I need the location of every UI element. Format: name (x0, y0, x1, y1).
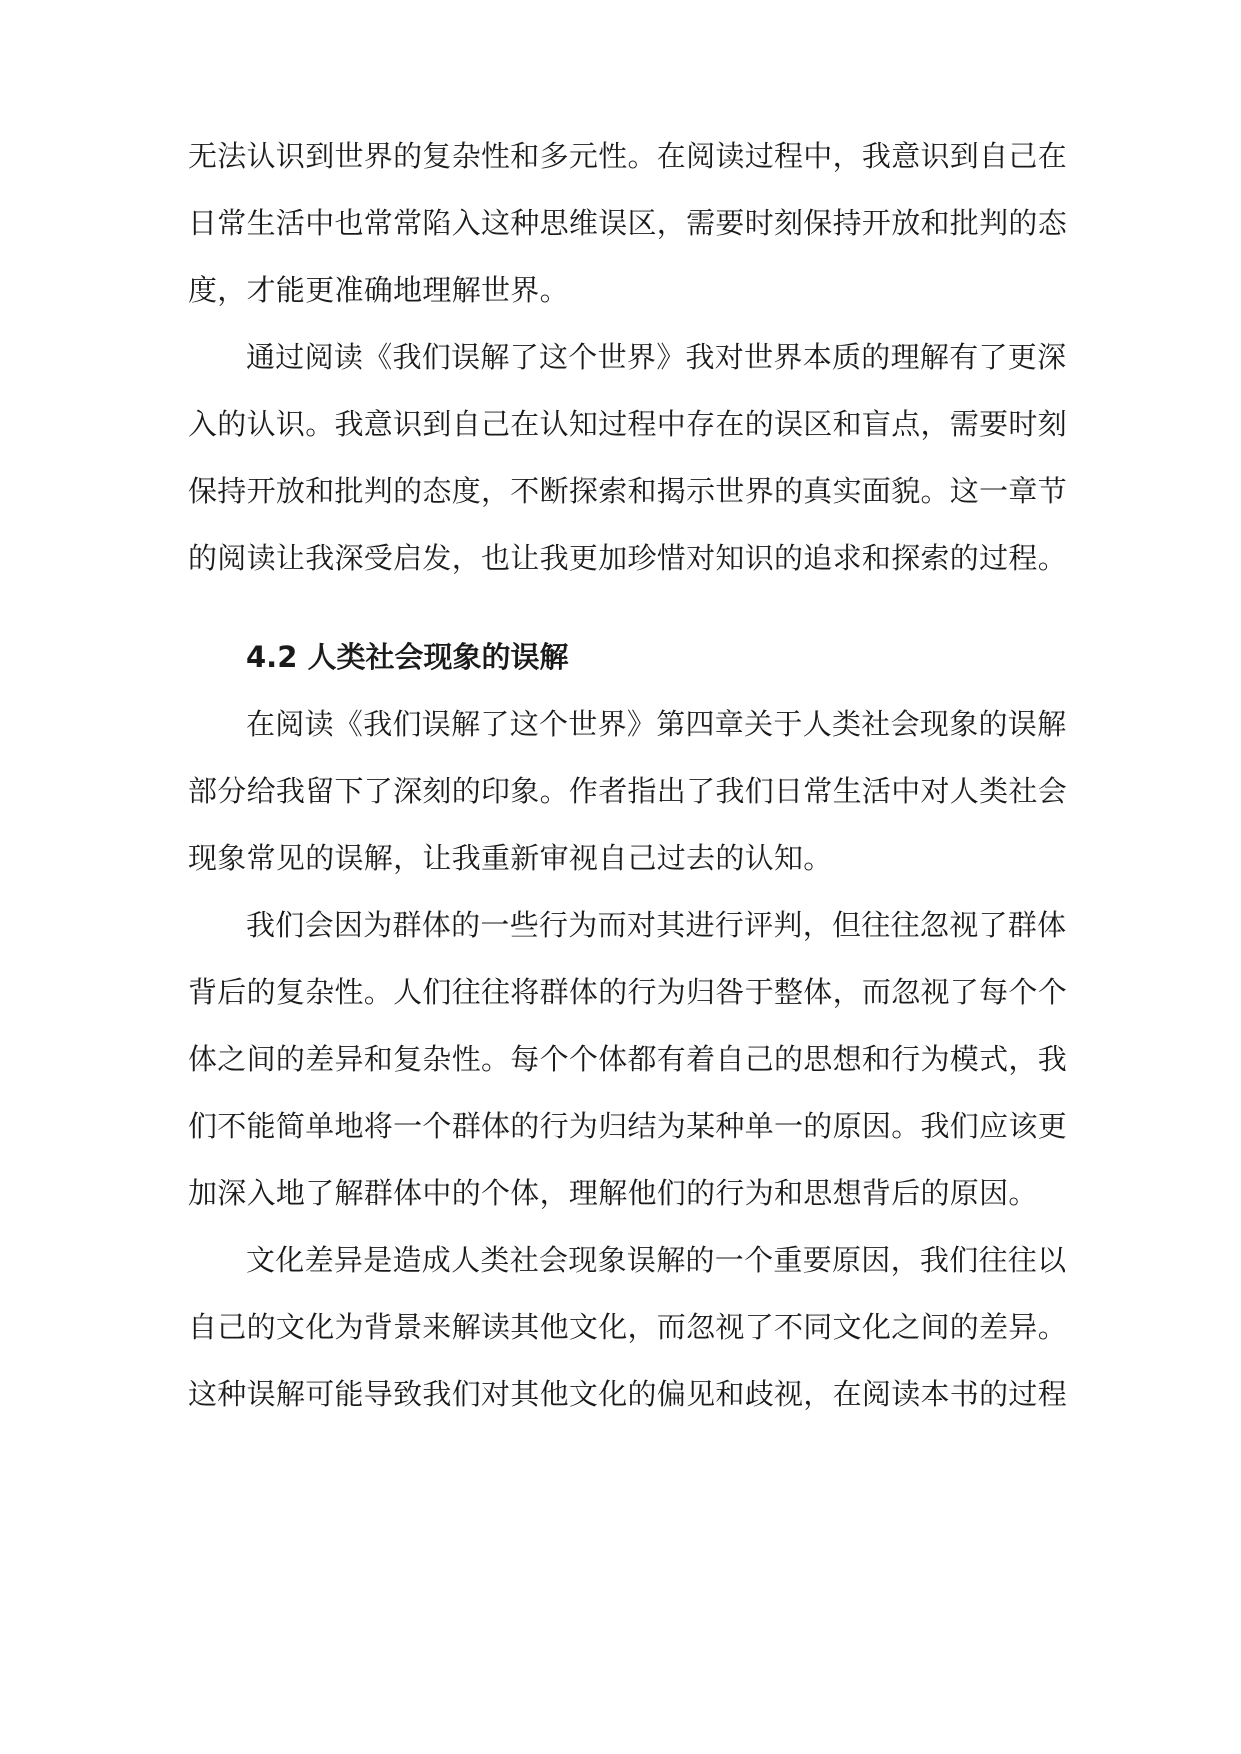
section-paragraph-3-line-3: 这种误解可能导致我们对其他文化的偏见和歧视，在阅读本书的过程 (188, 1377, 1068, 1411)
section-paragraph-2-line-3: 体之间的差异和复杂性。每个个体都有着自己的思想和行为模式，我 (188, 1042, 1068, 1076)
paragraph-1-line-3: 度，才能更准确地理解世界。 (188, 273, 569, 307)
paragraph-2-line-2: 入的认识。我意识到自己在认知过程中存在的误区和盲点，需要时刻 (188, 407, 1068, 441)
section-heading: 4.2 人类社会现象的误解 (246, 640, 569, 674)
paragraph-1-line-1: 无法认识到世界的复杂性和多元性。在阅读过程中，我意识到自己在 (188, 139, 1068, 173)
section-paragraph-2-line-4: 们不能简单地将一个群体的行为归结为某种单一的原因。我们应该更 (188, 1109, 1068, 1143)
section-paragraph-1-line-2: 部分给我留下了深刻的印象。作者指出了我们日常生活中对人类社会 (188, 774, 1068, 808)
paragraph-1-line-2: 日常生活中也常常陷入这种思维误区，需要时刻保持开放和批判的态 (188, 206, 1068, 240)
section-paragraph-3-line-1: 文化差异是造成人类社会现象误解的一个重要原因，我们往往以 (246, 1243, 1067, 1277)
section-paragraph-2-line-1: 我们会因为群体的一些行为而对其进行评判，但往往忽视了群体 (246, 908, 1067, 942)
section-paragraph-2-line-2: 背后的复杂性。人们往往将群体的行为归咎于整体，而忽视了每个个 (188, 975, 1068, 1009)
section-paragraph-2-line-5: 加深入地了解群体中的个体，理解他们的行为和思想背后的原因。 (188, 1176, 1038, 1210)
section-paragraph-1-line-1: 在阅读《我们误解了这个世界》第四章关于人类社会现象的误解 (246, 707, 1067, 741)
paragraph-2-line-3: 保持开放和批判的态度，不断探索和揭示世界的真实面貌。这一章节 (188, 474, 1068, 508)
section-paragraph-1-line-3: 现象常见的误解，让我重新审视自己过去的认知。 (188, 841, 833, 875)
paragraph-2-line-4: 的阅读让我深受启发，也让我更加珍惜对知识的追求和探索的过程。 (188, 541, 1068, 575)
section-paragraph-3-line-2: 自己的文化为背景来解读其他文化，而忽视了不同文化之间的差异。 (188, 1310, 1068, 1344)
paragraph-2-line-1: 通过阅读《我们误解了这个世界》我对世界本质的理解有了更深 (246, 340, 1067, 374)
